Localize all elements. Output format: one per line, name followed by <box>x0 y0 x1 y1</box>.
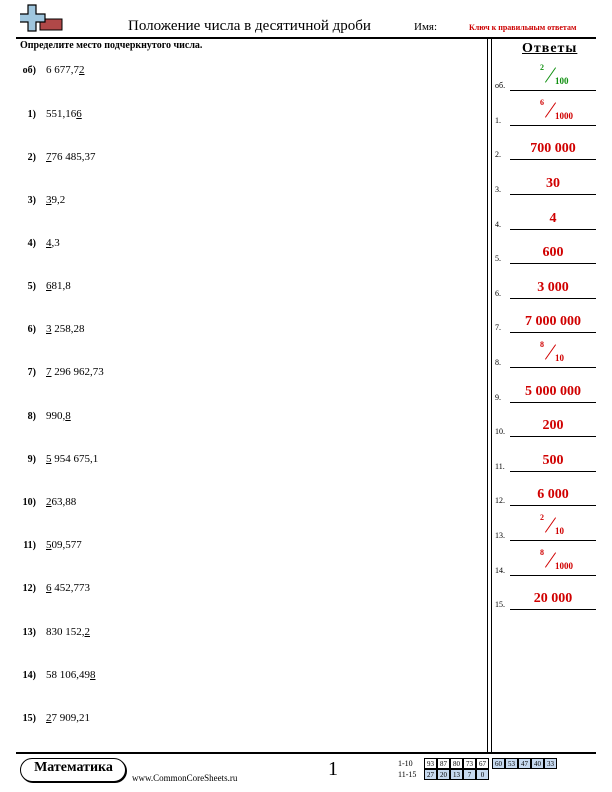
score-cell: 0 <box>476 769 489 780</box>
question-label: 10) <box>22 497 36 508</box>
answer-line <box>510 505 596 506</box>
question-number <box>46 539 82 551</box>
answer-line <box>510 229 596 230</box>
score-cell: 20 <box>437 769 450 780</box>
score-cell: 40 <box>531 758 544 769</box>
answer-label: 15. <box>495 600 505 609</box>
answer-value: 3 000 <box>537 280 569 295</box>
answer-label: 2. <box>495 150 501 159</box>
question-number <box>46 453 98 465</box>
question-number <box>46 108 82 120</box>
answer-label: 13. <box>495 531 505 540</box>
question-number <box>46 366 104 378</box>
number-part: 452,773 <box>51 582 90 594</box>
number-part: 258,28 <box>51 323 85 335</box>
answer-line <box>510 194 596 195</box>
fraction-denominator: 1000 <box>555 561 573 571</box>
answer-line <box>510 471 596 472</box>
answer-value: 20 000 <box>533 591 573 606</box>
answer-line <box>510 125 596 126</box>
underlined-digit: 6 <box>46 582 52 594</box>
question-number <box>46 323 85 335</box>
underlined-digit: 7 <box>46 151 52 163</box>
answer-value: 30 <box>546 176 560 191</box>
question-number <box>46 410 71 422</box>
answer-label: 14. <box>495 566 505 575</box>
website-link: www.CommonCoreSheets.ru <box>132 773 238 783</box>
answer-line <box>510 436 596 437</box>
score-cell: 80 <box>450 758 463 769</box>
answer-value: 600 <box>542 245 564 260</box>
underlined-digit: 3 <box>46 323 52 335</box>
instructions: Определите место подчеркнутого числа. <box>20 40 203 51</box>
answer-value: 4 <box>549 211 557 226</box>
score-cell: 33 <box>544 758 557 769</box>
fraction-numerator: 2 <box>540 513 544 522</box>
question-number <box>46 151 96 163</box>
answer-line <box>510 609 596 610</box>
underlined-digit: 6 <box>76 108 82 120</box>
underlined-digit: 5 <box>46 539 52 551</box>
question-number <box>46 194 65 206</box>
question-number <box>46 64 85 76</box>
answer-line <box>510 367 596 368</box>
subject-label: Математика <box>34 760 113 775</box>
answer-label: 1. <box>495 116 501 125</box>
answer-key-label: Ключ к правильным ответам <box>469 23 577 32</box>
column-divider <box>491 38 492 752</box>
number-part: 990, <box>46 410 66 422</box>
question-label: об) <box>22 65 36 76</box>
answer-value: 7 000 000 <box>525 314 581 329</box>
answer-value: 200 <box>542 418 564 433</box>
answer-line <box>510 575 596 576</box>
answer-line <box>510 332 596 333</box>
question-number <box>46 280 71 292</box>
underlined-digit: 8 <box>90 669 96 681</box>
number-part: 9,2 <box>51 194 66 206</box>
underlined-digit: 8 <box>65 410 71 422</box>
logo <box>20 3 64 37</box>
underlined-digit: 3 <box>46 194 52 206</box>
score-row-label: 11-15 <box>398 770 417 779</box>
question-label: 9) <box>27 454 36 465</box>
column-divider <box>487 38 488 752</box>
answer-label: 3. <box>495 185 501 194</box>
fraction-denominator: 10 <box>555 526 564 536</box>
fraction-denominator: 100 <box>555 76 569 86</box>
answer-fraction <box>510 512 596 538</box>
answer-label: 9. <box>495 393 501 402</box>
score-cell: 67 <box>476 758 489 769</box>
question-number <box>46 626 90 638</box>
number-part: 830 152, <box>46 626 85 638</box>
underlined-digit: 2 <box>84 626 90 638</box>
underlined-digit: 2 <box>46 496 52 508</box>
answer-label: 4. <box>495 220 501 229</box>
answer-line <box>510 540 596 541</box>
answer-value: 5 000 000 <box>525 384 581 399</box>
question-label: 13) <box>22 627 36 638</box>
number-part: ,3 <box>51 237 60 249</box>
question-label: 1) <box>27 109 36 120</box>
score-cell: 73 <box>463 758 476 769</box>
number-part: 296 962,73 <box>51 366 104 378</box>
fraction-numerator: 2 <box>540 63 544 72</box>
number-part: 81,8 <box>51 280 71 292</box>
answer-label: об. <box>495 81 506 90</box>
score-cell: 53 <box>505 758 518 769</box>
question-label: 6) <box>27 324 36 335</box>
question-number <box>46 669 96 681</box>
score-cell: 87 <box>437 758 450 769</box>
answer-label: 11. <box>495 462 505 471</box>
answer-fraction <box>510 62 596 88</box>
answer-value: 500 <box>542 453 564 468</box>
header-divider <box>16 37 596 39</box>
fraction-numerator: 6 <box>540 98 544 107</box>
answer-fraction <box>510 547 596 573</box>
question-label: 11) <box>23 540 36 551</box>
question-label: 2) <box>27 152 36 163</box>
number-part: 551,16 <box>46 108 77 120</box>
underlined-digit: 6 <box>46 280 52 292</box>
score-cell: 13 <box>450 769 463 780</box>
answer-line <box>510 90 596 91</box>
number-part: 6 677,7 <box>46 64 79 76</box>
number-part: 58 106,49 <box>46 669 90 681</box>
worksheet-title: Положение числа в десятичной дроби <box>128 18 371 34</box>
answer-label: 10. <box>495 427 505 436</box>
fraction-denominator: 10 <box>555 353 564 363</box>
question-number <box>46 582 90 594</box>
number-part: 63,88 <box>51 496 77 508</box>
score-cell: 7 <box>463 769 476 780</box>
score-cell: 93 <box>424 758 437 769</box>
score-cell: 60 <box>492 758 505 769</box>
question-label: 7) <box>27 367 36 378</box>
underlined-digit: 2 <box>79 64 85 76</box>
question-label: 15) <box>22 713 36 724</box>
question-label: 3) <box>27 195 36 206</box>
answer-label: 12. <box>495 496 505 505</box>
score-cell: 47 <box>518 758 531 769</box>
score-cell: 27 <box>424 769 437 780</box>
fraction-denominator: 1000 <box>555 111 573 121</box>
answers-title: Ответы <box>522 41 578 56</box>
answer-fraction <box>510 97 596 123</box>
number-part: 954 675,1 <box>51 453 99 465</box>
underlined-digit: 4 <box>46 237 52 249</box>
question-number <box>46 712 90 724</box>
underlined-digit: 2 <box>46 712 52 724</box>
question-label: 12) <box>22 583 36 594</box>
answer-value: 700 000 <box>530 141 576 156</box>
page-number: 1 <box>328 758 338 780</box>
answer-line <box>510 402 596 403</box>
answer-label: 5. <box>495 254 501 263</box>
answer-fraction <box>510 339 596 365</box>
question-number <box>46 496 76 508</box>
answer-line <box>510 263 596 264</box>
question-label: 4) <box>27 238 36 249</box>
question-number <box>46 237 60 249</box>
score-row-label: 1-10 <box>398 759 413 768</box>
underlined-digit: 5 <box>46 453 52 465</box>
fraction-numerator: 8 <box>540 340 544 349</box>
question-label: 5) <box>27 281 36 292</box>
number-part: 76 485,37 <box>51 151 96 163</box>
answer-line <box>510 159 596 160</box>
answer-value: 6 000 <box>537 487 569 502</box>
number-part: 7 909,21 <box>51 712 90 724</box>
answer-line <box>510 298 596 299</box>
question-label: 8) <box>27 411 36 422</box>
answer-label: 7. <box>495 323 501 332</box>
question-label: 14) <box>22 670 36 681</box>
fraction-numerator: 8 <box>540 548 544 557</box>
answer-label: 8. <box>495 358 501 367</box>
name-label: Имя: <box>414 21 438 33</box>
footer-divider <box>16 752 596 754</box>
underlined-digit: 7 <box>46 366 52 378</box>
number-part: 09,577 <box>51 539 82 551</box>
answer-label: 6. <box>495 289 501 298</box>
